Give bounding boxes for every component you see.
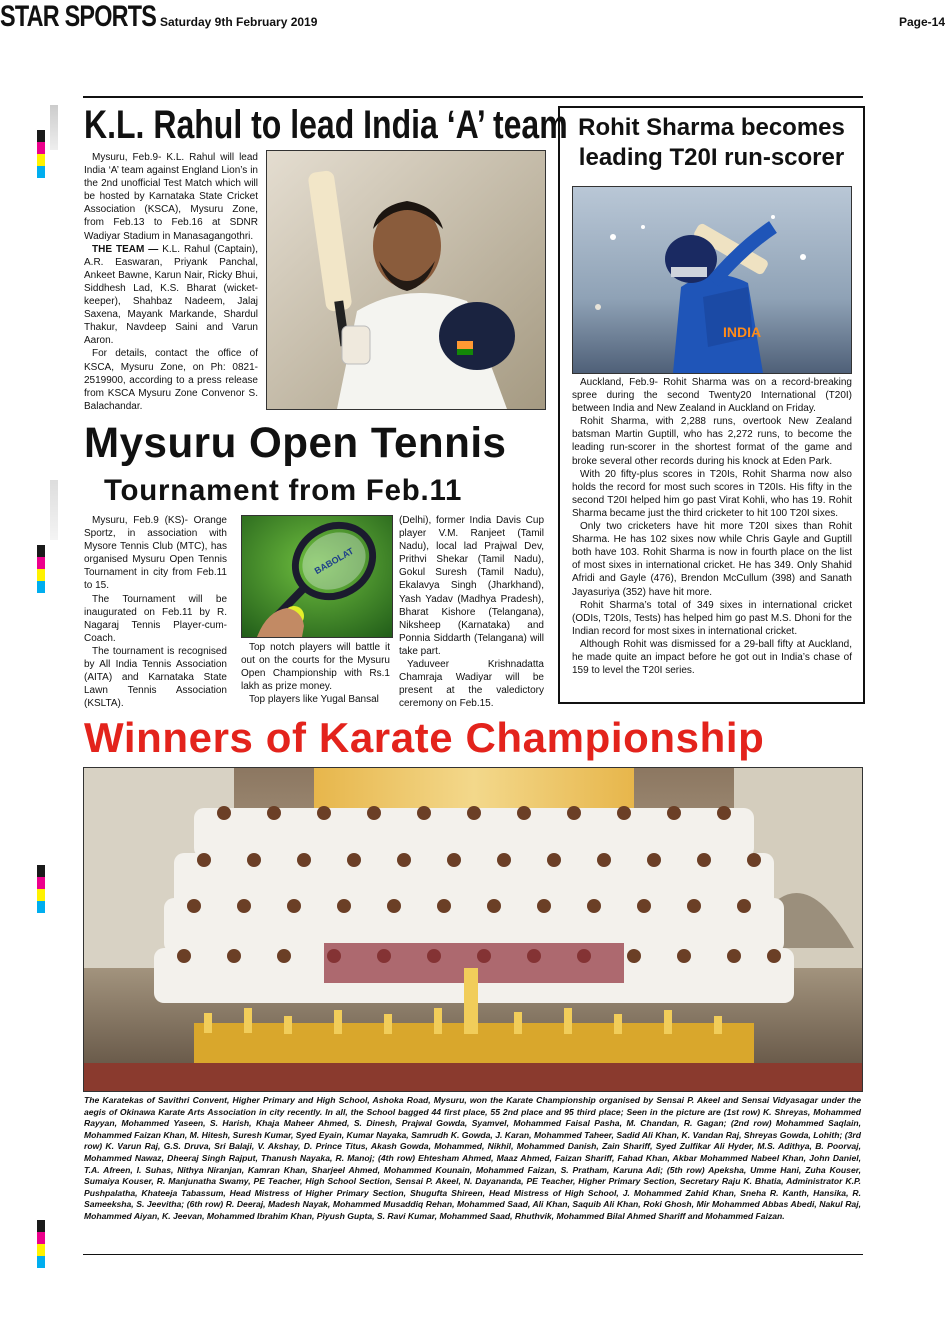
rohit-headline-2: leading T20I run-scorer <box>578 144 845 171</box>
tennis-para-6: (Delhi), former India Davis Cup player V.M. Ranjeet (Tamil Nadu), local lad Prajwal Dev, Prithvi Shekar (Tamil Nadu), Gokul Suresh (Tamil Nadu), Ekalavya Singh (Jharkhand), Yash Yadav (Madhya Pradesh), Bharat Kishore (Telangana), Niksheep (Karnataka) and Ponnia Siddarth (Telangana) will take part. <box>399 515 544 657</box>
tennis-headline-2: Tournament from Feb.11 <box>104 474 463 507</box>
tennis-col-3 <box>399 514 544 710</box>
team-label: THE TEAM — <box>92 243 159 255</box>
rohit-para-4: Only two cricketers have hit more T20I sixes than Rohit Sharma. He has 102 sixes now while Chris Gayle and Guptill both have 103. Rohit Sharma is now in fourth place on the list of most sixes in international cricket. He has 349. Only Shahid Afridi and Gayle (476), Brendon McCullum (398) and Sanath Jayasuriya (352) have hit more. <box>572 521 852 598</box>
tennis-para-3: The tournament is recognised by All India Tennis Association (AITA) and Karnataka State Lawn Tennis Association (KSLTA). <box>84 645 227 710</box>
rohit-headline-1: Rohit Sharma becomes <box>578 114 845 141</box>
racket-brand: BABOLAT <box>312 545 356 577</box>
karate-headline: Winners of Karate Championship <box>84 714 765 761</box>
rohit-box <box>558 106 865 704</box>
registration-strip-bottom <box>37 1220 45 1268</box>
bottom-rule <box>83 1254 863 1255</box>
rohit-photo <box>572 186 852 374</box>
section-brand: STAR SPORTS <box>0 0 157 33</box>
tennis-col-2 <box>241 641 390 706</box>
rahul-photo <box>266 150 546 410</box>
tone-strip-left-2 <box>50 480 58 540</box>
rohit-para-2: Rohit Sharma, with 2,288 runs, overtook New Zealand batsman Martin Guptill, who has 2,272 runs, to become the leading run-scorer in the shortest format of the game and broke several other records during his knock at Eden Park. <box>572 416 852 467</box>
registration-strip-top <box>37 130 45 178</box>
team-list: K.L. Rahul (Captain), A.R. Easwaran, Priyank Panchal, Ankeet Bawne, Karun Nair, Ricky Bhui, Siddhesh Lad, K.S. Bharat (wicket-keeper), Shahbaz Nadeem, Jalaj Saxena, Mayank Markande, Shardul Thakur, Navdeep Saini and Varun Aaron. <box>84 243 258 347</box>
rahul-headline: K.L. Rahul to lead India ‘A’ team <box>84 103 568 147</box>
tennis-para-7: Yaduveer Krishnadatta Chamraja Wadiyar will be present at the valedictory ceremony on Feb.15. <box>399 659 544 710</box>
tennis-para-5: Top players like Yugal Bansal <box>249 694 379 706</box>
tennis-photo <box>241 515 393 638</box>
issue-date: Saturday 9th February 2019 <box>160 15 318 29</box>
rohit-para-5: Rohit Sharma’s total of 349 sixes in international cricket (ODIs, T20Is, Tests) has helped him go past M.S. Dhoni for the Indian record for most sixes in international cricket. <box>572 599 852 637</box>
registration-strip-lower <box>37 865 45 913</box>
karate-group-photo <box>83 767 863 1092</box>
masthead-rule <box>83 96 863 98</box>
svg-text:INDIA: INDIA <box>723 324 762 340</box>
tone-strip-left <box>50 105 58 150</box>
tennis-para-2: The Tournament will be inaugurated on Feb.11 by R. Nagaraj Tennis Player-cum-Coach. <box>84 593 227 644</box>
rohit-para-6: Although Rohit was dismissed for a 29-ball fifty at Auckland, he made quite an impact before he got out in India’s chase of 159 to level the T20I series. <box>572 638 852 677</box>
registration-strip-middle <box>37 545 45 593</box>
rohit-para-1: Auckland, Feb.9- Rohit Sharma was on a record-breaking spree during the second Twenty20 International (T20I) between India and New Zealand in Auckland on Friday. <box>572 377 852 415</box>
rohit-article <box>572 376 852 677</box>
tennis-para-4: Top notch players will battle it out on the courts for the Mysuru Open Championship with Rs.1 lakh as prize money. <box>241 642 390 693</box>
rahul-para-1: Mysuru, Feb.9- K.L. Rahul will lead India ‘A’ team against England Lion’s in the 2nd unofficial Test Match which will be hosted by Karnataka State Cricket Association (KSCA), Mysuru Zone, from Feb.13 to Feb.16 at SDNR Wadiyar Stadium in Manasagangothri. <box>84 152 258 242</box>
karate-caption: The Karatekas of Savithri Convent, Higher Primary and High School, Ashoka Road, Mysuru, won the Karate Championship organised by Sensai P. Akeel and Sensai Vidyasagar under the aegis of Okinawa Karate Arts Association in city recently. In all, the School bagged 44 first place, 55 2nd place and 95 third place; Seen in the picture are (1st row) K. Shreyas, Mohammed Rayyan, Mohammed Yaseen, S. Harish, Khaja Maheer Ahmed, S. Dinesh, Prajwal Gowda, Syamvel, Mohammed Faisal Pasha, M. Chandan, R. Gagan; (2nd row) Mohammed Saqlain, Mohammed Faizan Khan, M. Hitesh, Suresh Kumar, Syed Eyain, Kumar Nayaka, Samrudh K. Gowda, J. Karan, Mohammed Taheer, Sadid Ali Khan, K. Vandan Raj, Shreyas Gowda, Lohith; (3rd row) K. Varun Raj, G.S. Druva, Sri Balaji, V. Akshay, D. Prince Titus, Akash Gowda, Mohammed, Nikhil, Mohammed Danish, Zain Shariff, Syed Zulfikar Ali Hyder, M.S. Adithya, B. Poorvaj, Mohammed Nawaz, Dheeraj Singh Rajput, Thanush Nayaka, R. Manoj; (4th row) Ehtesham Ahmed, Maaz Ahmed, Faizan Shariff, Fahad Khan, Akbar Mohammed Nabeel Khan, John Daniel, T.A. Afreen, I. Suhas, Nithya Niranjan, Kamran Khan, Sharjeel Ahmed, Mohammed Kounain, Mohammed Faizan, S. Pratham, Karuna Adi; (5th row) Apeksha, Umme Hani, Zuha Kouser, Sumaiya Kouser, R. Manjunatha Swamy, PE Teacher, High School Section, Sensai P. Akeel, N. Dayananda, PE Teacher, Higher Primary Section, Secretary Raju K. Bhatia, Administrator K.P. Pushpalatha, Khateeja Tabassum, Head Mistress of Higher Primary Section, Shugufta Shireen, Head Mistress of High School, J. Mohammed Zahid Khan, Sneha R. Kanth, Hansika, R. Sameeksha, S. Jeevitha; (6th row) R. Deeraj, Madesh Nayak, Mohammed Musaddiq Rehan, Mohammed Saad, Ali Khan, Saquib Ali Khan, Roki Ghosh, Mir Mohammed Abbas Abedi, Nakul Raj, Mohammed Aiyan, K. Jeevan, Mohammed Ibrahim Khan, Piyush Gupta, S. Ravi Kumar, Mohammed Saad, Rhuthvik, Mohammed Bilal Ahmed Shariff and Mohammed Faizan. <box>84 1095 861 1221</box>
page-number: Page-14 <box>898 15 945 29</box>
tennis-para-1: Mysuru, Feb.9 (KS)- Orange Sportz, in association with Mysore Tennis Club (MTC), has organised Mysuru Open Tennis Tournament in city from Feb.11 to 15. <box>84 515 227 592</box>
rahul-para-3: For details, contact the office of KSCA, Mysuru Zone, on Ph: 0821-2519900, according to a press release from KSCA Mysuru Zone Convenor S. Balachandar. <box>84 348 258 412</box>
tennis-headline-1: Mysuru Open Tennis <box>84 419 507 467</box>
rahul-article <box>84 151 258 413</box>
rahul-para-2 <box>84 243 258 348</box>
rohit-para-3: With 20 fifty-plus scores in T20Is, Rohit Sharma now also holds the record for most such scores in T20Is. His fifty in the second T20I helped him go past Virat Kohli, who has 19. Rohit Sharma became just the third cricketer to hit 100 T20I sixes. <box>572 468 852 519</box>
tennis-col-1 <box>84 514 227 710</box>
masthead <box>0 0 945 34</box>
